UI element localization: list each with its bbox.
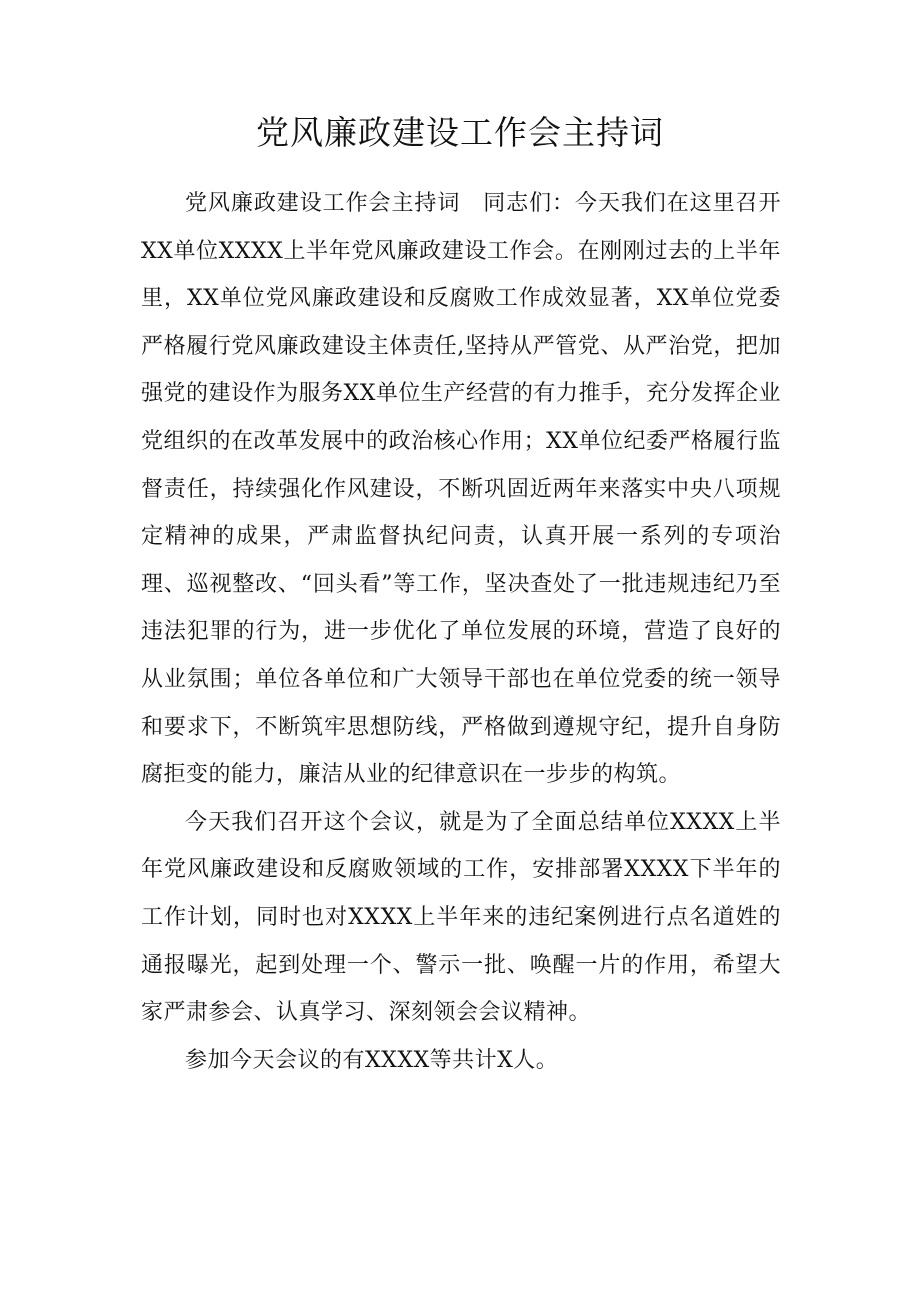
paragraph-attendees: 参加今天会议的有XXXX等共计X人。 <box>185 1047 559 1073</box>
document-body <box>141 180 781 1084</box>
document-title: 党风廉政建设工作会主持词 <box>256 113 664 152</box>
paragraph-purpose: 今天我们召开这个会议，就是为了全面总结单位XXXX上半年党风廉政建设和反腐败领域的工作，安排部署XXXX下半年的工作计划，同时也对XXXX上半年来的违纪案例进行点名道姓的通报曝光，起到处理一个、警示一批、唤醒一片的作用，希望大家严肃参会、认真学习、深刻领会会议精神。 <box>141 809 781 1026</box>
paragraph-opening: 党风廉政建设工作会主持词 同志们：今天我们在这里召开XX单位XXXX上半年党风廉政建设工作会。在刚刚过去的上半年里，XX单位党风廉政建设和反腐败工作成效显著，XX单位党委严格履行党风廉政建设主体责任,坚持从严管党、从严治党，把加强党的建设作为服务XX单位生产经营的有力推手，充分发挥企业党组织的在改革发展中的政治核心作用；XX单位纪委严格履行监督责任，持续强化作风建设，不断巩固近两年来落实中央八项规定精神的成果，严肃监督执纪问责，认真开展一系列的专项治理、巡视整改、“回头看”等工作，坚决查处了一批违规违纪乃至违法犯罪的行为，进一步优化了单位发展的环境，营造了良好的从业氛围；单位各单位和广大领导干部也在单位党委的统一领导和要求下，不断筑牢思想防线，严格做到遵规守纪，提升自身防腐拒变的能力，廉洁从业的纪律意识在一步步的构筑。 <box>141 191 781 788</box>
